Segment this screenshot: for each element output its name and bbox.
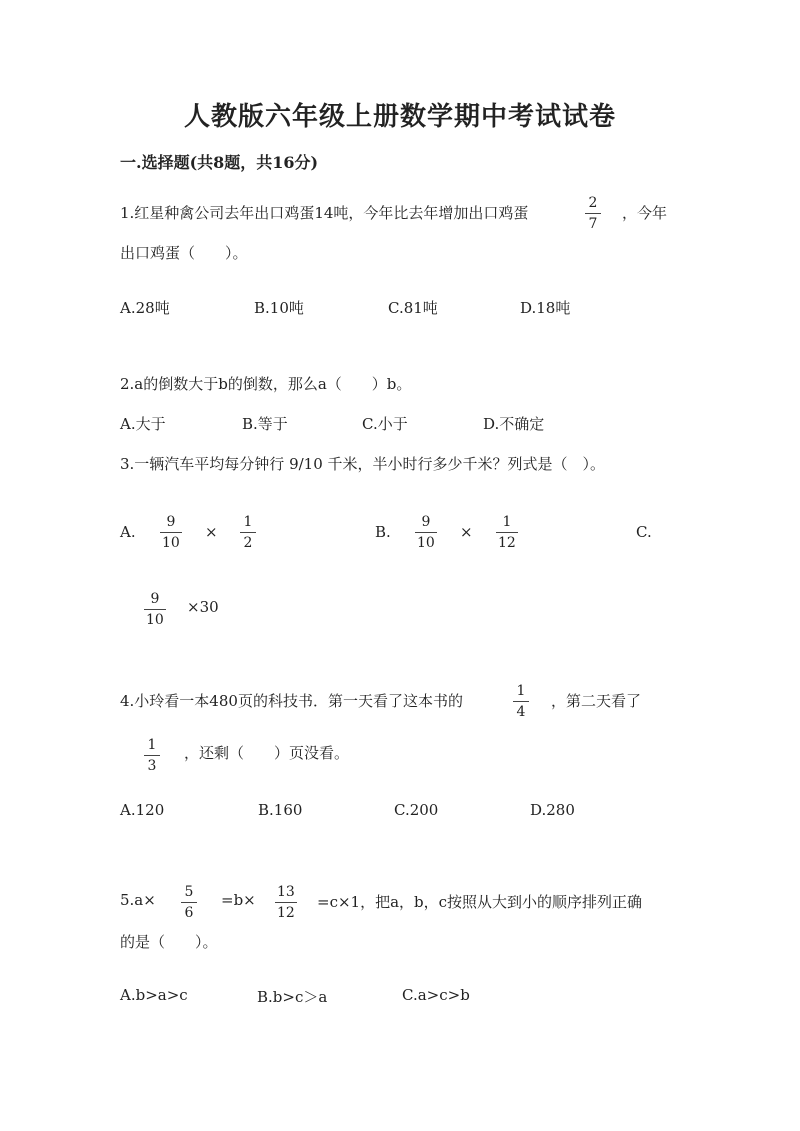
q5-text-part3: =c×1，把a，b，c按照从大到小的顺序排列正确: [317, 893, 643, 911]
q2-option-b: B.等于: [242, 415, 288, 433]
q4-option-c: C.200: [394, 801, 439, 819]
q3-option-c-rest: ×30: [187, 598, 219, 616]
fraction-numerator: 1: [243, 514, 253, 530]
fraction-denominator: 3: [147, 758, 157, 774]
fraction-numerator: 1: [516, 683, 526, 699]
fraction-denominator: 6: [184, 905, 194, 921]
q5-option-c: C.a>c>b: [402, 986, 470, 1004]
fraction-numerator: 9: [421, 514, 431, 530]
q4-text-part3: ，还剩（ ）页没看。: [184, 744, 350, 762]
q4-option-a: A.120: [120, 801, 165, 819]
q3-option-a-label: A.: [120, 523, 136, 541]
fraction-numerator: 1: [502, 514, 512, 530]
q5-option-a: A.b>a>c: [120, 986, 188, 1004]
q4-text-part2: ，第二天看了: [551, 692, 642, 710]
q5-text-part1: 5.a×: [120, 891, 156, 909]
q2-option-a: A.大于: [120, 415, 166, 433]
fraction-numerator: 9: [166, 514, 176, 530]
q3-option-c-fraction: [144, 592, 166, 627]
fraction-numerator: 13: [277, 884, 295, 900]
q2-text: 2.a的倒数大于b的倒数，那么a（ ）b。: [120, 375, 412, 393]
q1-option-a: A.28吨: [120, 299, 170, 317]
q5-text-part2: =b×: [221, 891, 256, 909]
fraction-denominator: 12: [498, 535, 516, 551]
fraction-numerator: 5: [184, 884, 194, 900]
q3-option-c-label: C.: [636, 523, 652, 541]
q1-fraction: [585, 196, 601, 231]
q1-text-part2: ，今年: [622, 204, 668, 222]
fraction-denominator: 10: [162, 535, 180, 551]
q1-text-part3: 出口鸡蛋（ ）。: [120, 244, 248, 262]
q1-option-d: D.18吨: [520, 299, 571, 317]
section-heading: 一.选择题(共8题，共16分): [120, 153, 319, 172]
fraction-denominator: 10: [417, 535, 435, 551]
page-title: 人教版六年级上册数学期中考试试卷: [183, 102, 616, 132]
q1-option-b: B.10吨: [254, 299, 304, 317]
q3-option-b-label: B.: [375, 523, 391, 541]
q3-option-a-operator: ×: [205, 523, 218, 541]
fraction-denominator: 12: [277, 905, 295, 921]
fraction-numerator: 1: [147, 737, 157, 753]
q5-text-part4: 的是（ ）。: [120, 933, 218, 951]
q1-fraction-denominator: 7: [588, 216, 598, 232]
q4-option-d: D.280: [530, 801, 575, 819]
q5-fraction-2: [275, 885, 297, 920]
q1-option-c: C.81吨: [388, 299, 438, 317]
q3-option-b-fraction-1: [415, 515, 437, 550]
q3-option-a-fraction-2: [240, 515, 256, 550]
q3-text: 3.一辆汽车平均每分钟行 9/10 千米，半小时行多少千米？列式是（ ）。: [120, 455, 606, 473]
q4-text-part1: 4.小玲看一本480页的科技书．第一天看了这本书的: [120, 692, 463, 710]
q5-option-b: B.b>c＞a: [257, 988, 328, 1006]
fraction-denominator: 10: [146, 612, 164, 628]
q4-fraction-1: [513, 684, 529, 719]
q1-text-part1: 1.红星种禽公司去年出口鸡蛋14吨，今年比去年增加出口鸡蛋: [120, 204, 529, 222]
q2-option-c: C.小于: [362, 415, 408, 433]
q4-fraction-2: [144, 738, 160, 773]
fraction-denominator: 2: [243, 535, 253, 551]
fraction-denominator: 4: [516, 704, 526, 720]
fraction-numerator: 9: [150, 591, 160, 607]
q1-fraction-numerator: 2: [588, 195, 598, 211]
q3-option-b-operator: ×: [460, 523, 473, 541]
q3-option-a-fraction-1: [160, 515, 182, 550]
q5-fraction-1: [181, 885, 197, 920]
q2-option-d: D.不确定: [483, 415, 545, 433]
q3-option-b-fraction-2: [496, 515, 518, 550]
q4-option-b: B.160: [258, 801, 303, 819]
